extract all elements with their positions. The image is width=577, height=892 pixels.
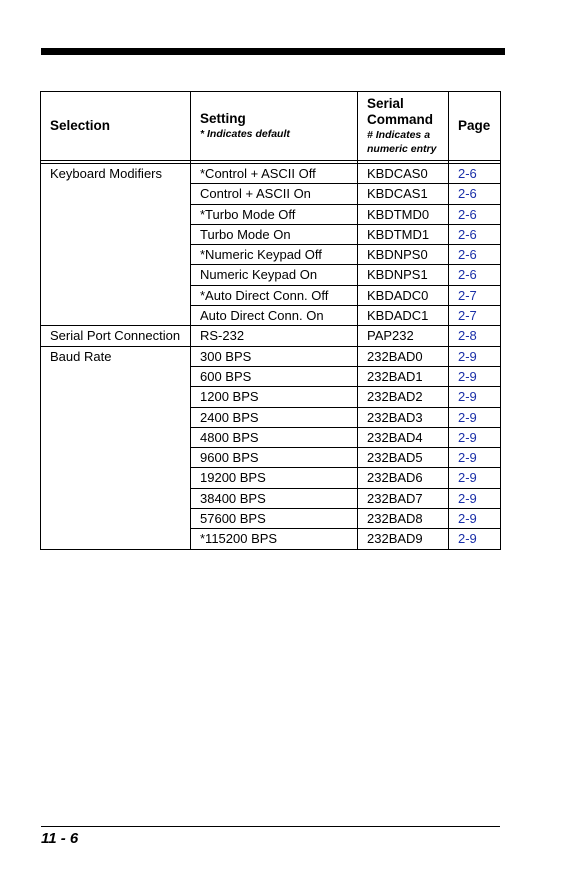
- setting-cell: *Control + ASCII Off: [191, 164, 358, 184]
- page-link[interactable]: 2-6: [449, 245, 501, 265]
- page-link[interactable]: 2-9: [449, 407, 501, 427]
- setting-cell: *Numeric Keypad Off: [191, 245, 358, 265]
- page-link[interactable]: 2-9: [449, 448, 501, 468]
- header-setting: Setting * Indicates default: [191, 92, 358, 161]
- table-row: [41, 245, 501, 265]
- setting-cell: 4800 BPS: [191, 427, 358, 447]
- table-row: [41, 265, 501, 285]
- command-cell: PAP232: [358, 326, 449, 346]
- command-cell: KBDNPS0: [358, 245, 449, 265]
- page-link[interactable]: 2-9: [449, 468, 501, 488]
- selection-cell: [41, 366, 191, 386]
- page-link[interactable]: 2-9: [449, 509, 501, 529]
- header-serial-command: Serial Command # Indicates a numeric entry: [358, 92, 449, 161]
- selection-cell: [41, 529, 191, 549]
- selection-cell: Serial Port Connection: [41, 326, 191, 346]
- page-link[interactable]: 2-9: [449, 366, 501, 386]
- header-selection: Selection: [41, 92, 191, 161]
- setting-cell: Numeric Keypad On: [191, 265, 358, 285]
- table-row: [41, 509, 501, 529]
- table-row: [41, 488, 501, 508]
- setting-cell: RS-232: [191, 326, 358, 346]
- page-link[interactable]: 2-6: [449, 164, 501, 184]
- page-number: 11 - 6: [41, 830, 79, 847]
- setting-cell: *Auto Direct Conn. Off: [191, 285, 358, 305]
- page-link[interactable]: 2-7: [449, 285, 501, 305]
- command-cell: 232BAD1: [358, 366, 449, 386]
- settings-table: [40, 91, 501, 550]
- command-cell: 232BAD5: [358, 448, 449, 468]
- table-row: [41, 306, 501, 326]
- setting-cell: Auto Direct Conn. On: [191, 306, 358, 326]
- command-cell: 232BAD7: [358, 488, 449, 508]
- selection-cell: [41, 285, 191, 305]
- table-row: [41, 387, 501, 407]
- page-link[interactable]: 2-9: [449, 387, 501, 407]
- command-cell: KBDTMD1: [358, 224, 449, 244]
- settings-table-container: [40, 91, 500, 550]
- selection-cell: [41, 427, 191, 447]
- selection-cell: [41, 468, 191, 488]
- page-link[interactable]: 2-6: [449, 265, 501, 285]
- command-cell: 232BAD3: [358, 407, 449, 427]
- table-row: [41, 224, 501, 244]
- selection-cell: [41, 204, 191, 224]
- command-cell: 232BAD8: [358, 509, 449, 529]
- setting-cell: 2400 BPS: [191, 407, 358, 427]
- selection-cell: [41, 224, 191, 244]
- setting-cell: *115200 BPS: [191, 529, 358, 549]
- setting-cell: 38400 BPS: [191, 488, 358, 508]
- page-link[interactable]: 2-9: [449, 346, 501, 366]
- command-cell: 232BAD0: [358, 346, 449, 366]
- table-header-row: [41, 92, 501, 161]
- table-body: [41, 161, 501, 550]
- setting-cell: Turbo Mode On: [191, 224, 358, 244]
- setting-cell: 1200 BPS: [191, 387, 358, 407]
- selection-cell: [41, 387, 191, 407]
- selection-cell: [41, 245, 191, 265]
- page-link[interactable]: 2-6: [449, 204, 501, 224]
- page-link[interactable]: 2-9: [449, 427, 501, 447]
- table-row: [41, 468, 501, 488]
- selection-cell: [41, 448, 191, 468]
- table-row: [41, 184, 501, 204]
- setting-cell: 19200 BPS: [191, 468, 358, 488]
- setting-cell: 600 BPS: [191, 366, 358, 386]
- table-row: [41, 448, 501, 468]
- selection-cell: [41, 184, 191, 204]
- selection-cell: [41, 488, 191, 508]
- setting-cell: Control + ASCII On: [191, 184, 358, 204]
- command-cell: KBDCAS1: [358, 184, 449, 204]
- header-page: Page: [449, 92, 501, 161]
- selection-cell: [41, 265, 191, 285]
- page-link[interactable]: 2-7: [449, 306, 501, 326]
- table-row: [41, 366, 501, 386]
- page-link[interactable]: 2-8: [449, 326, 501, 346]
- command-cell: 232BAD4: [358, 427, 449, 447]
- table-row: [41, 407, 501, 427]
- page-link[interactable]: 2-9: [449, 488, 501, 508]
- setting-cell: 300 BPS: [191, 346, 358, 366]
- command-cell: 232BAD9: [358, 529, 449, 549]
- command-cell: KBDNPS1: [358, 265, 449, 285]
- header-setting-note: * Indicates default: [200, 128, 290, 140]
- table-row: [41, 427, 501, 447]
- selection-cell: [41, 407, 191, 427]
- command-cell: KBDADC1: [358, 306, 449, 326]
- header-serial-note: # Indicates a numeric entry: [367, 129, 437, 155]
- selection-cell: [41, 306, 191, 326]
- table-row: [41, 204, 501, 224]
- command-cell: 232BAD6: [358, 468, 449, 488]
- table-row: [41, 285, 501, 305]
- selection-cell: [41, 509, 191, 529]
- selection-cell: Keyboard Modifiers: [41, 164, 191, 184]
- setting-cell: 9600 BPS: [191, 448, 358, 468]
- page-link[interactable]: 2-9: [449, 529, 501, 549]
- page-link[interactable]: 2-6: [449, 184, 501, 204]
- table-row: [41, 346, 501, 366]
- page-link[interactable]: 2-6: [449, 224, 501, 244]
- command-cell: KBDADC0: [358, 285, 449, 305]
- command-cell: KBDTMD0: [358, 204, 449, 224]
- setting-cell: 57600 BPS: [191, 509, 358, 529]
- footer-rule: [41, 826, 500, 827]
- setting-cell: *Turbo Mode Off: [191, 204, 358, 224]
- table-row: [41, 164, 501, 184]
- command-cell: 232BAD2: [358, 387, 449, 407]
- table-row: [41, 326, 501, 346]
- command-cell: KBDCAS0: [358, 164, 449, 184]
- table-row: [41, 529, 501, 549]
- top-rule: [41, 48, 505, 55]
- selection-cell: Baud Rate: [41, 346, 191, 366]
